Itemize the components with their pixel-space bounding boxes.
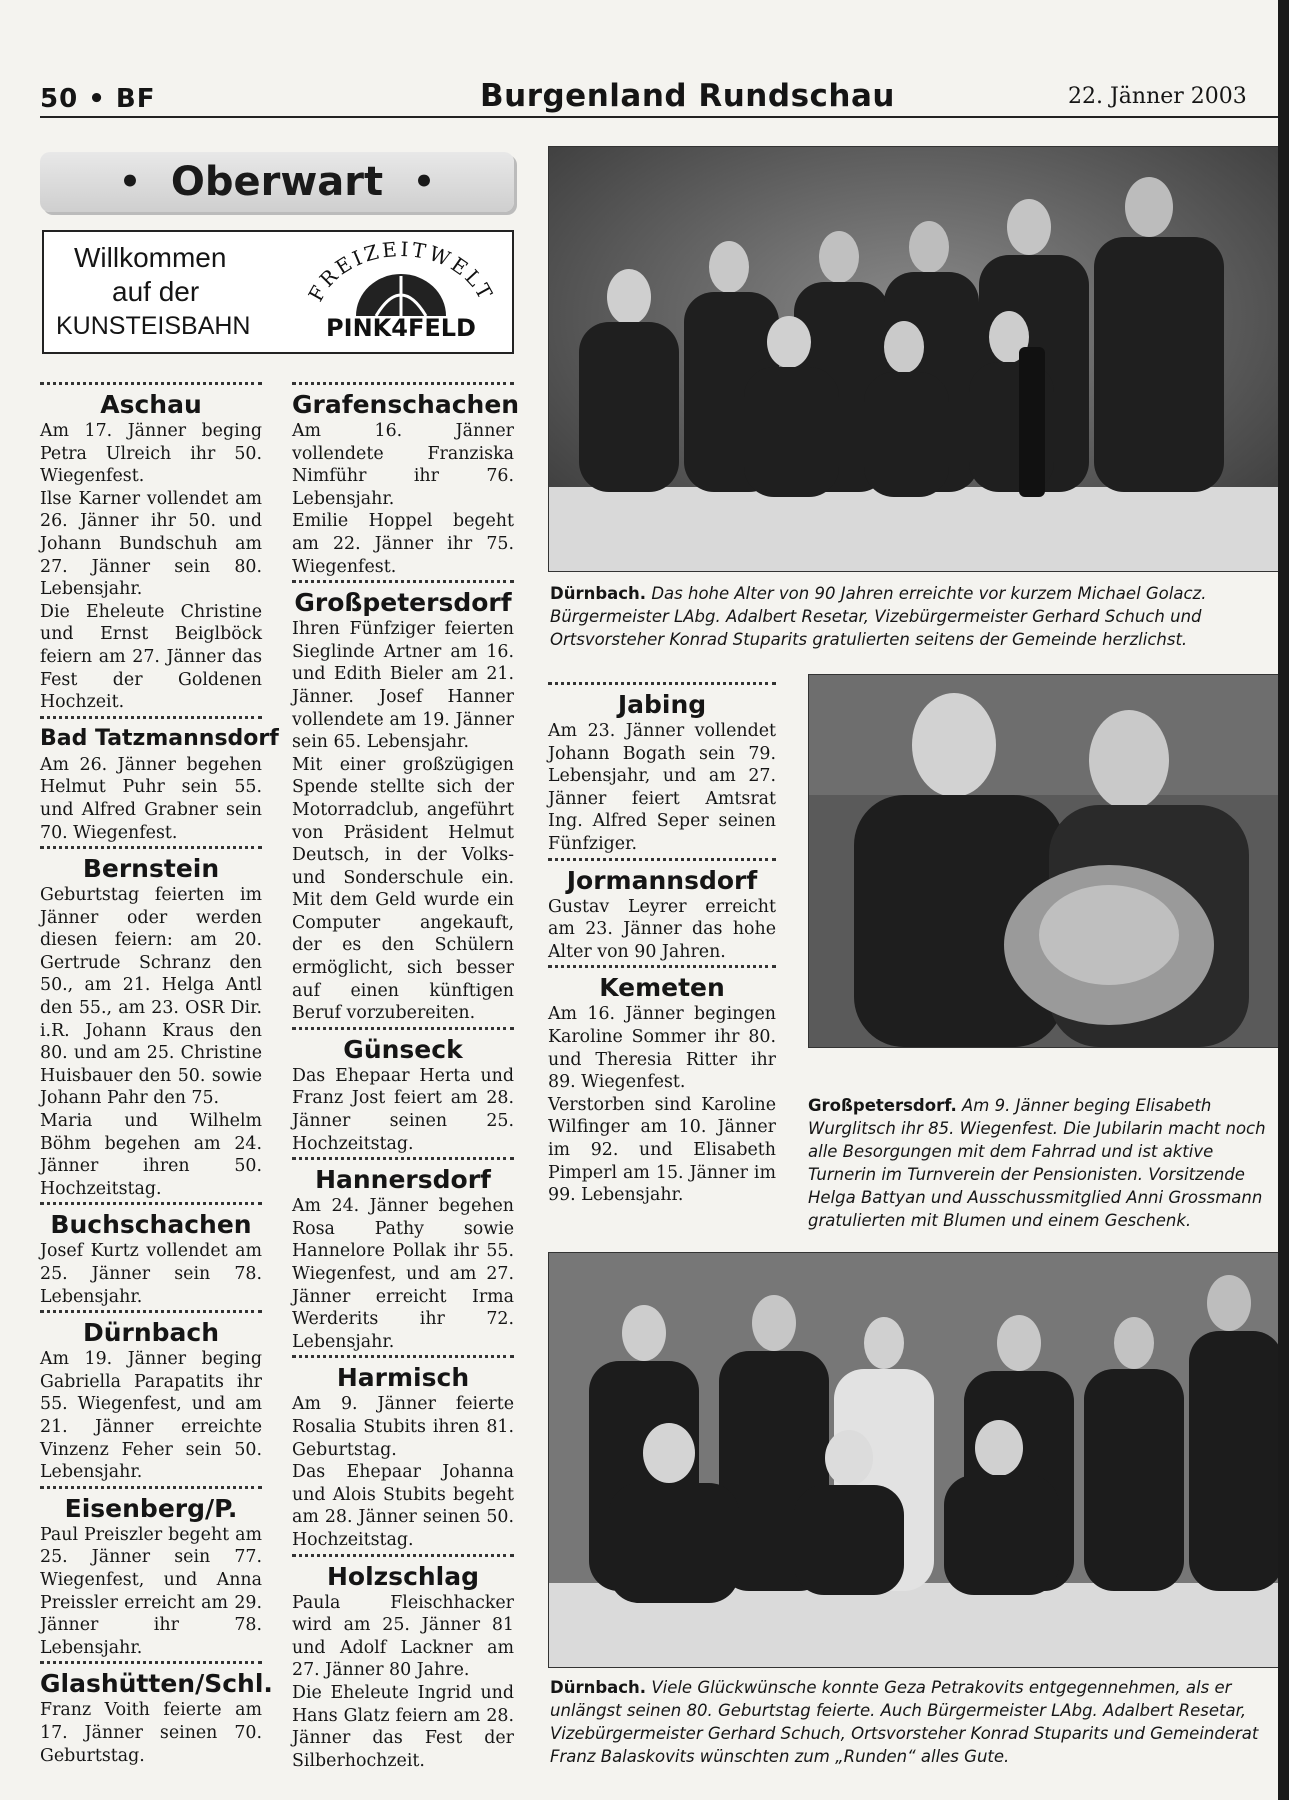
caption-text: Viele Glückwünsche konnte Geza Petrakovits entgegennehmen, als er unlängst seinen 80. Geburtstag feierte. Auch Bürgermeister LAbg. Adalbert Resetar, Vizebürgermeister Gerhard Schuch, Ortsvorsteher Konrad Stuparits und Gemeinderat Franz Balaskovits wünschten zum „Runden“ alles Gute.: [550, 1678, 1259, 1766]
section-banner: [40, 152, 514, 212]
caption-place: Großpetersdorf.: [808, 1096, 957, 1115]
dotted-separator: [40, 846, 262, 849]
photo-caption-1: [550, 582, 1282, 651]
dotted-separator: [40, 1202, 262, 1205]
page-section-label: 50 • BF: [40, 84, 156, 114]
dotted-separator: [40, 1486, 262, 1489]
article-paragraph: Am 19. Jänner beging Gabriella Parapatits ihr 55. Wiegenfest, und am 21. Jänner erreichte Vinzenz Feher sein 50. Lebensjahr.: [40, 1349, 262, 1483]
dotted-separator: [292, 1554, 514, 1557]
dotted-separator: [292, 580, 514, 583]
article-paragraph: Am 17. Jänner beging Petra Ulreich ihr 50. Wiegenfest.: [40, 421, 262, 487]
article-paragraph: Die Eheleute Ingrid und Hans Glatz feiern am 28. Jänner das Fest der Silberhochzeit.: [292, 1682, 514, 1771]
photo-caption-2: [808, 1094, 1282, 1232]
logo-wordmark: PINK4FELD: [326, 314, 476, 342]
article-paragraph: Das Ehepaar Herta und Franz Jost feiert am 28. Jänner seinen 25. Hochzeitstag.: [292, 1065, 514, 1154]
text-column-1: [40, 380, 279, 1767]
caption-place: Dürnbach.: [550, 584, 647, 603]
town-heading-jabing: Jabing: [617, 690, 707, 719]
caption-text: Am 9. Jänner beging Elisabeth Wurglitsch ihr 85. Wiegenfest. Die Jubilarin macht noch alle Besorgungen mit dem Fahrrad und ist aktive Turnerin im Turnverein der Pensionisten. Vorsitzende Helga Battyan und Ausschussmitglied Anni Grossmann gratulierten mit Blumen und einem Geschenk.: [808, 1096, 1266, 1230]
town-heading-kemeten: Kemeten: [599, 973, 725, 1003]
town-heading-buchschachen: Buchschachen: [50, 1210, 252, 1240]
article-paragraph: Gustav Leyrer erreicht am 23. Jänner das hohe Alter von 90 Jahren.: [548, 896, 776, 962]
town-heading-hannersdorf: Hannersdorf: [315, 1165, 491, 1195]
photo-grosspetersdorf-wurglitsch: [808, 674, 1284, 1048]
article-paragraph: Emilie Hoppel begeht am 22. Jänner ihr 75. Wiegenfest.: [292, 511, 514, 577]
article-paragraph: Die Eheleute Christine und Ernst Beiglböck feiern am 27. Jänner das Fest der Goldenen Hochzeit.: [40, 601, 262, 713]
article-paragraph: Am 9. Jänner feierte Rosalia Stubits ihren 81. Geburtstag.: [292, 1394, 514, 1460]
publication-title: Burgenland Rundschau: [480, 78, 895, 114]
header-rule: [40, 116, 1280, 118]
article-paragraph: Am 23. Jänner vollendet Johann Bogath sein 79. Lebensjahr, und am 27. Jänner feiert Amtsrat Ing. Alfred Seper seinen Fünfziger.: [548, 721, 776, 854]
town-heading-grafenschachen: Grafenschachen: [292, 390, 520, 419]
article-paragraph: Verstorben sind Karoline Wilfinger am 10. Jänner im 92. und Elisabeth Pimperl am 15. Jänner im 99. Lebensjahr.: [548, 1094, 776, 1206]
dotted-separator: [40, 1310, 262, 1313]
town-heading-jormannsdorf: Jormannsdorf: [566, 865, 758, 895]
town-heading-aschau: Aschau: [100, 390, 202, 419]
pinkafeld-logo: [296, 238, 506, 350]
banner-bullet-right: •: [413, 162, 435, 202]
article-paragraph: Am 26. Jänner begehen Helmut Puhr sein 55. und Alfred Grabner sein 70. Wiegenfest.: [40, 754, 262, 843]
group-photo-illustration: [549, 1253, 1283, 1667]
town-heading-harmisch: Harmisch: [336, 1363, 470, 1393]
portrait-photo-illustration: [809, 675, 1283, 1047]
article-paragraph: Paul Preiszler begeht am 25. Jänner sein 77. Wiegenfest, und Anna Preissler erreicht am 29. Jänner ihr 78. Lebensjahr.: [40, 1524, 262, 1658]
ice-rink-advertisement: [42, 230, 514, 354]
logo-arc-text: FREIZEITWELT: [303, 238, 499, 306]
article-paragraph: Am 16. Jänner vollendete Franziska Nimführ ihr 76. Lebensjahr.: [292, 421, 514, 509]
article-paragraph: Am 16. Jänner begingen Karoline Sommer ihr 80. und Theresia Ritter ihr 89. Wiegenfest.: [548, 1004, 776, 1093]
banner-bullet-left: •: [119, 162, 141, 202]
town-heading-bernstein: Bernstein: [82, 854, 220, 884]
ad-line-kunsteisbahn: KUNSTEISBAHN: [56, 312, 251, 340]
section-title: Oberwart: [170, 159, 384, 205]
town-heading-duernbach: Dürnbach: [82, 1318, 220, 1348]
article-paragraph: Josef Kurtz vollendet am 25. Jänner sein 78. Lebensjahr.: [40, 1241, 262, 1307]
ad-line-auf-der: auf der: [112, 276, 200, 307]
article-paragraph: Das Ehepaar Johanna und Alois Stubits begeht am 28. Jänner seinen 50. Hochzeitstag.: [292, 1462, 514, 1550]
dotted-separator: [40, 382, 262, 385]
caption-text: Das hohe Alter von 90 Jahren erreichte vor kurzem Michael Golacz. Bürgermeister LAbg. Adalbert Resetar, Vizebürgermeister Gerhard Schuch und Ortsvorsteher Konrad Stuparits gratulierten seitens der Gemeinde herzlichst.: [550, 584, 1207, 649]
photo-caption-3: [550, 1676, 1282, 1768]
photo-duernbach-petrakovits: [548, 1252, 1284, 1668]
caption-place: Dürnbach.: [550, 1678, 647, 1697]
article-paragraph: Mit einer großzügigen Spende stellte sich der Motorradclub, angeführt von Präsident Helmut Deutsch, in der Volks- und Sonderschule ein. Mit dem Geld wurde ein Computer angekauft, der es den Schülern ermöglicht, sich besser auf einen künftigen Beruf vorzubereiten.: [292, 754, 514, 1024]
article-paragraph: Geburtstag feierten im Jänner oder werden diesen feiern: am 20. Gertrude Schranz den 50., am 21. Helga Antl den 55., am 23. OSR Dir. i.R. Johann Kraus den 80. und am 25. Christine Huisbauer den 50. sowie Johann Pahr den 75.: [40, 885, 262, 1109]
dotted-separator: [292, 382, 514, 385]
photo-duernbach-golacz: [548, 146, 1284, 572]
text-column-3: [548, 680, 776, 1207]
group-photo-illustration: [549, 147, 1283, 571]
town-heading-grosspetersdorf: Großpetersdorf: [294, 588, 512, 618]
article-paragraph: Maria und Wilhelm Böhm begehen am 24. Jänner ihren 50. Hochzeitstag.: [40, 1111, 262, 1199]
dotted-separator: [292, 1027, 514, 1030]
town-heading-holzschlag: Holzschlag: [326, 1561, 480, 1591]
town-heading-glashuetten: Glashütten/Schl.: [40, 1669, 273, 1699]
dotted-separator: [40, 716, 262, 719]
dotted-separator: [548, 965, 776, 968]
dotted-separator: [292, 1355, 514, 1358]
dotted-separator: [40, 1661, 262, 1664]
dotted-separator: [292, 1157, 514, 1160]
town-heading-eisenberg: Eisenberg/P.: [64, 1493, 238, 1523]
issue-date: 22. Jänner 2003: [1068, 84, 1247, 109]
dotted-separator: [548, 858, 776, 861]
article-paragraph: Paula Fleischhacker wird am 25. Jänner 81 und Adolf Lackner am 27. Jänner 80 Jahre.: [292, 1592, 514, 1681]
scan-edge-shadow: [1278, 0, 1289, 1800]
text-column-2: [292, 380, 520, 1772]
ad-line-welcome: Willkommen: [74, 242, 227, 273]
town-heading-guenseck: Günseck: [343, 1034, 463, 1064]
article-paragraph: Ihren Fünfziger feierten Sieglinde Artner am 16. und Edith Bieler am 21. Jänner. Josef Hanner vollendete am 19. Jänner sein 65. Lebensjahr.: [292, 619, 514, 753]
dotted-separator: [548, 682, 776, 685]
town-heading-bad-tatzmannsdorf: Bad Tatzmannsdorf: [40, 725, 279, 751]
article-paragraph: Am 24. Jänner begehen Rosa Pathy sowie Hannelore Pollak ihr 55. Wiegenfest, und am 27. Jänner erreicht Irma Werderits ihr 72. Lebensjahr.: [292, 1196, 514, 1352]
article-paragraph: Franz Voith feierte am 17. Jänner seinen 70. Geburtstag.: [40, 1700, 262, 1766]
article-paragraph: Ilse Karner vollendet am 26. Jänner ihr 50. und Johann Bundschuh am 27. Jänner sein 80. Lebensjahr.: [40, 488, 262, 600]
